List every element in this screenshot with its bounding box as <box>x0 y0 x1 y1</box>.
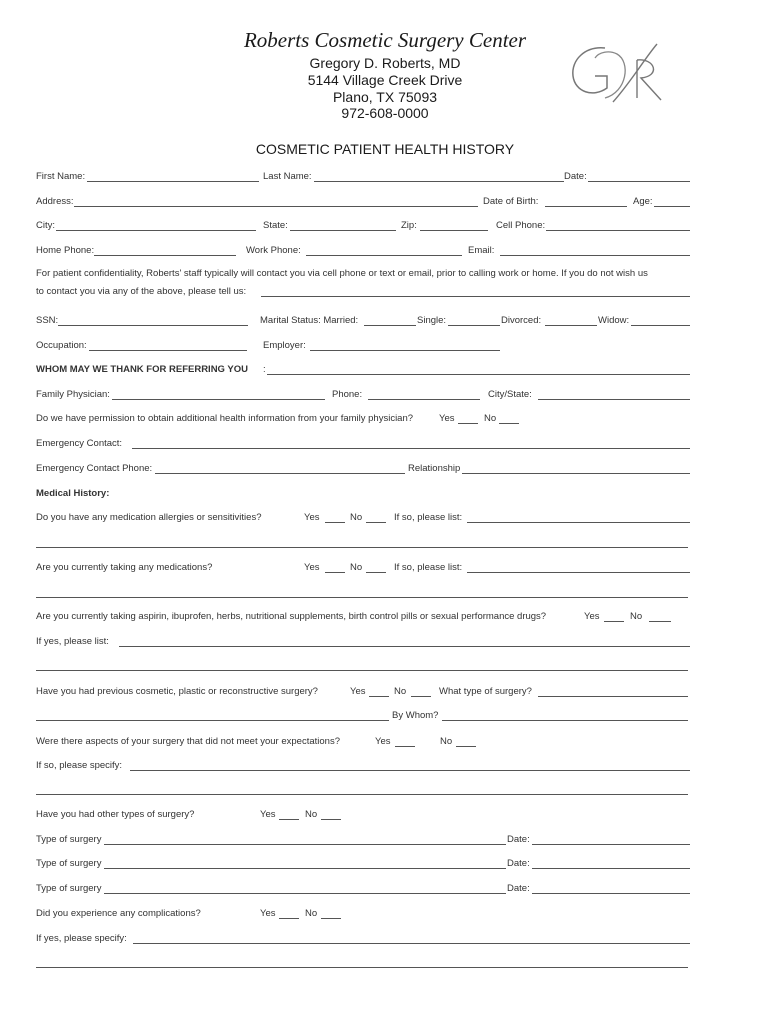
complications-no-label: No <box>305 908 318 919</box>
complications-no-field[interactable] <box>321 918 341 919</box>
confidentiality-note: For patient confidentiality, Roberts' staff typically will contact you via cell phone or text or email, prior to calling work or home. If you do not wish us <box>36 268 648 279</box>
permission-no-label: No <box>484 413 497 424</box>
home-phone-field[interactable] <box>94 255 236 256</box>
medications-yes-label: Yes <box>304 562 320 573</box>
practice-phone: 972-608-0000 <box>341 105 429 121</box>
medical-history-heading: Medical History: <box>36 488 110 499</box>
first-name-label: First Name: <box>36 171 86 182</box>
complications-yes-label: Yes <box>260 908 276 919</box>
practice-name: Roberts Cosmetic Surgery Center <box>243 28 527 52</box>
complications-yes-field[interactable] <box>279 918 299 919</box>
contact-preference-field[interactable] <box>261 296 690 297</box>
doctor-name: Gregory D. Roberts, MD <box>309 55 461 71</box>
marital-label: Marital Status: Married: <box>260 315 359 326</box>
cell-phone-label: Cell Phone: <box>496 220 546 231</box>
type-of-surgery-field-1[interactable] <box>104 844 506 845</box>
email-field[interactable] <box>500 255 690 256</box>
allergies-list-continued[interactable] <box>36 547 688 548</box>
expectations-yes-label: Yes <box>375 736 391 747</box>
surgery-date-label-2: Date: <box>507 858 530 869</box>
cell-phone-field[interactable] <box>546 230 690 231</box>
last-name-label: Last Name: <box>263 171 312 182</box>
relationship-field[interactable] <box>462 473 690 474</box>
zip-field[interactable] <box>420 230 488 231</box>
zip-label: Zip: <box>401 220 417 231</box>
family-physician-label: Family Physician: <box>36 389 110 400</box>
other-surgery-no-label: No <box>305 809 318 820</box>
emergency-contact-label: Emergency Contact: <box>36 438 123 449</box>
expectations-specify-continued[interactable] <box>36 794 688 795</box>
by-whom-field[interactable] <box>442 720 688 721</box>
occupation-field[interactable] <box>89 350 247 351</box>
confidentiality-prompt: to contact you via any of the above, please tell us: <box>36 286 247 297</box>
dob-field[interactable] <box>545 206 627 207</box>
email-label: Email: <box>468 245 495 256</box>
aspirin-no-label: No <box>630 611 643 622</box>
expectations-yes-field[interactable] <box>395 746 415 747</box>
city-label: City: <box>36 220 55 231</box>
complications-specify-label: If yes, please specify: <box>36 933 127 944</box>
medications-no-label: No <box>350 562 363 573</box>
age-label: Age: <box>633 196 653 207</box>
medications-list-continued[interactable] <box>36 597 688 598</box>
aspirin-question: Are you currently taking aspirin, ibuprofen, herbs, nutritional supplements, birth control pills or sexual performance drugs? <box>36 611 547 622</box>
widow-field[interactable] <box>631 325 690 326</box>
ssn-field[interactable] <box>58 325 248 326</box>
emergency-phone-label: Emergency Contact Phone: <box>36 463 153 474</box>
physician-city-state-field[interactable] <box>538 399 690 400</box>
date-label: Date: <box>564 171 587 182</box>
surgery-date-field-1[interactable] <box>532 844 690 845</box>
address-label: Address: <box>36 196 74 207</box>
permission-yes-label: Yes <box>439 413 455 424</box>
expectations-question: Were there aspects of your surgery that did not meet your expectations? <box>36 736 340 747</box>
surgery-date-field-3[interactable] <box>532 893 690 894</box>
medications-list-label: If so, please list: <box>394 562 463 573</box>
other-surgery-no-field[interactable] <box>321 819 341 820</box>
widow-label: Widow: <box>598 315 630 326</box>
referral-field[interactable] <box>267 374 690 375</box>
permission-yes-field[interactable] <box>458 423 478 424</box>
allergies-question: Do you have any medication allergies or sensitivities? <box>36 512 262 523</box>
type-of-surgery-label-2: Type of surgery <box>36 858 102 869</box>
surgery-date-field-2[interactable] <box>532 868 690 869</box>
street-address: 5144 Village Creek Drive <box>307 72 463 88</box>
city-field[interactable] <box>56 230 256 231</box>
work-phone-field[interactable] <box>306 255 462 256</box>
state-label: State: <box>263 220 288 231</box>
single-field[interactable] <box>448 325 500 326</box>
physician-phone-field[interactable] <box>368 399 480 400</box>
home-phone-label: Home Phone: <box>36 245 95 256</box>
allergies-no-label: No <box>350 512 363 523</box>
allergies-yes-field[interactable] <box>325 522 345 523</box>
prev-surgery-yes-field[interactable] <box>369 696 389 697</box>
aspirin-yes-field[interactable] <box>604 621 624 622</box>
aspirin-list-continued[interactable] <box>36 670 688 671</box>
expectations-specify-label: If so, please specify: <box>36 760 123 771</box>
expectations-no-label: No <box>440 736 453 747</box>
type-of-surgery-label-1: Type of surgery <box>36 834 102 845</box>
medications-no-field[interactable] <box>366 572 386 573</box>
other-surgery-yes-field[interactable] <box>279 819 299 820</box>
other-surgery-question: Have you had other types of surgery? <box>36 809 195 820</box>
complications-question: Did you experience any complications? <box>36 908 201 919</box>
aspirin-no-field[interactable] <box>649 621 671 622</box>
ssn-label: SSN: <box>36 315 59 326</box>
allergies-no-field[interactable] <box>366 522 386 523</box>
referral-colon: : <box>263 364 266 375</box>
divorced-field[interactable] <box>545 325 597 326</box>
employer-label: Employer: <box>263 340 306 351</box>
prev-surgery-yes-label: Yes <box>350 686 366 697</box>
aspirin-yes-label: Yes <box>584 611 600 622</box>
surgery-type-field[interactable] <box>538 696 688 697</box>
permission-question: Do we have permission to obtain additional health information from your family physician? <box>36 413 414 424</box>
allergies-yes-label: Yes <box>304 512 320 523</box>
medications-list-field[interactable] <box>467 572 690 573</box>
form-title: COSMETIC PATIENT HEALTH HISTORY <box>255 141 515 157</box>
surgery-date-label-1: Date: <box>507 834 530 845</box>
occupation-label: Occupation: <box>36 340 87 351</box>
surgery-type-continued[interactable] <box>36 720 389 721</box>
dob-label: Date of Birth: <box>483 196 539 207</box>
emergency-phone-field[interactable] <box>155 473 405 474</box>
physician-phone-label: Phone: <box>332 389 363 400</box>
type-of-surgery-label-3: Type of surgery <box>36 883 102 894</box>
prev-surgery-question: Have you had previous cosmetic, plastic or reconstructive surgery? <box>36 686 318 697</box>
type-of-surgery-field-2[interactable] <box>104 868 506 869</box>
age-field[interactable] <box>654 206 690 207</box>
address-field[interactable] <box>74 206 478 207</box>
allergies-list-label: If so, please list: <box>394 512 463 523</box>
first-name-field[interactable] <box>87 181 259 182</box>
divorced-label: Divorced: <box>501 315 542 326</box>
prev-surgery-no-field[interactable] <box>411 696 431 697</box>
type-of-surgery-field-3[interactable] <box>104 893 506 894</box>
aspirin-list-label: If yes, please list: <box>36 636 109 647</box>
relationship-label: Relationship <box>408 463 461 474</box>
medications-question: Are you currently taking any medications? <box>36 562 213 573</box>
by-whom-label: By Whom? <box>392 710 439 721</box>
family-physician-field[interactable] <box>112 399 325 400</box>
referral-label: WHOM MAY WE THANK FOR REFERRING YOU <box>36 364 248 375</box>
emergency-contact-field[interactable] <box>132 448 690 449</box>
permission-no-field[interactable] <box>499 423 519 424</box>
gdr-logo <box>565 38 675 108</box>
aspirin-list-field[interactable] <box>119 646 690 647</box>
complications-specify-continued[interactable] <box>36 967 688 968</box>
physician-city-state-label: City/State: <box>488 389 532 400</box>
allergies-list-field[interactable] <box>467 522 690 523</box>
state-field[interactable] <box>290 230 396 231</box>
medications-yes-field[interactable] <box>325 572 345 573</box>
employer-field[interactable] <box>310 350 500 351</box>
single-label: Single: <box>417 315 447 326</box>
expectations-specify-field[interactable] <box>130 770 690 771</box>
complications-specify-field[interactable] <box>133 943 690 944</box>
expectations-no-field[interactable] <box>456 746 476 747</box>
surgery-date-label-3: Date: <box>507 883 530 894</box>
city-state-zip: Plano, TX 75093 <box>332 89 438 105</box>
prev-surgery-no-label: No <box>394 686 407 697</box>
work-phone-label: Work Phone: <box>246 245 301 256</box>
surgery-type-label: What type of surgery? <box>439 686 532 697</box>
married-field[interactable] <box>364 325 416 326</box>
date-field[interactable] <box>588 181 690 182</box>
last-name-field[interactable] <box>314 181 564 182</box>
other-surgery-yes-label: Yes <box>260 809 276 820</box>
